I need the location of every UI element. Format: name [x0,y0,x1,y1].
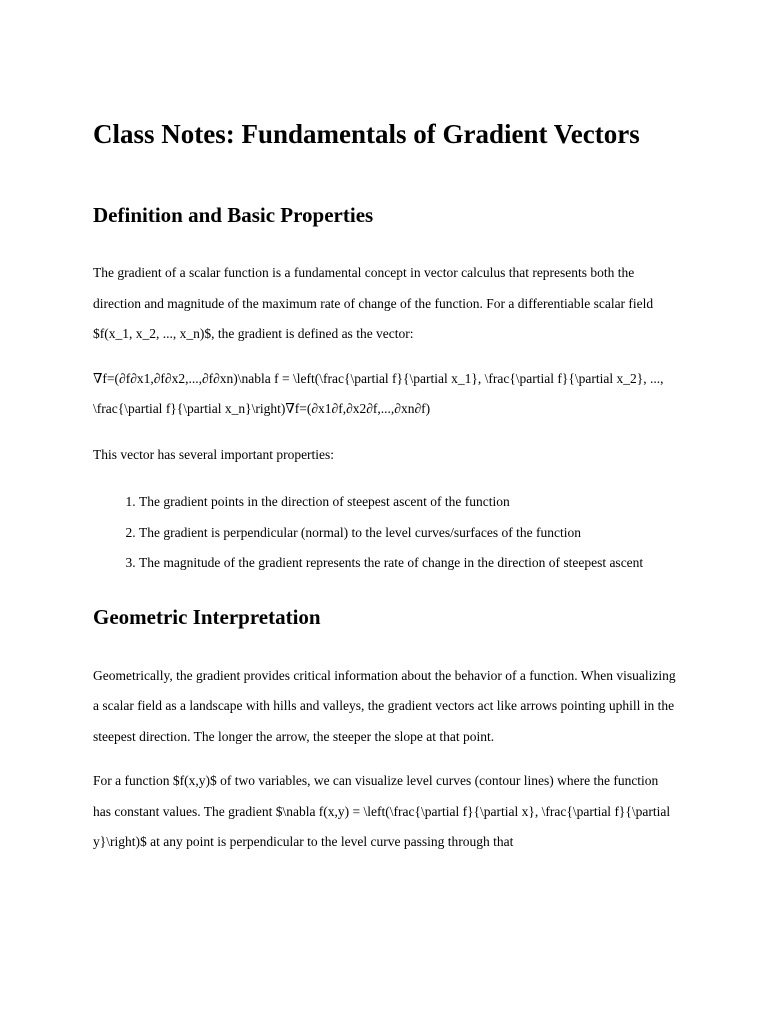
section-heading-geometric: Geometric Interpretation [93,604,321,629]
gradient-formula: ∇f=(∂f∂x1,∂f∂x2,...,∂f∂xn)\nabla f = \left(\frac{\partial f}{\partial x_1}, \frac{\partial f}{\partial x_2}, ..., \frac{\partial f}{\partial x_n}\right)∇f=(∂x1∂f,∂x2∂f,...,∂xn∂f) [93,370,664,416]
section-heading-definition: Definition and Basic Properties [93,203,374,227]
geometric-paragraph: Geometrically, the gradient provides critical information about the behavior of a function. When visualizing a scalar field as a landscape with hills and valleys, the gradient vectors act like arrows pointing uphill in the steepest direction. The longer the arrow, the steeper the slope at that point. [93,667,676,744]
level-curves-paragraph: For a function $f(x,y)$ of two variables, we can visualize level curves (contour lines) where the function has constant values. The gradient $\nabla f(x,y) = \left(\frac{\partial f}{\partial x}, \frac{\partial f}{\partial y}\right)$ at any point is perpendicular to the level curve passing through that [93,773,671,849]
definition-paragraph: The gradient of a scalar function is a fundamental concept in vector calculus that represents both the direction and magnitude of the maximum rate of change of the function. For a differentiable scalar field $f(x_1, x_2, ..., x_n)$, the gradient is defined as the vector: [93,265,654,341]
list-item: 2. The gradient is perpendicular (normal) to the level curves/surfaces of the function [139,518,676,549]
document-title: Class Notes: Fundamentals of Gradient Vectors [93,119,640,149]
list-item: 3. The magnitude of the gradient represents the rate of change in the direction of steepest ascent [139,548,676,579]
properties-intro: This vector has several important properties: [93,446,335,462]
list-item: 1. The gradient points in the direction of steepest ascent of the function [139,487,676,518]
properties-list [93,487,676,579]
